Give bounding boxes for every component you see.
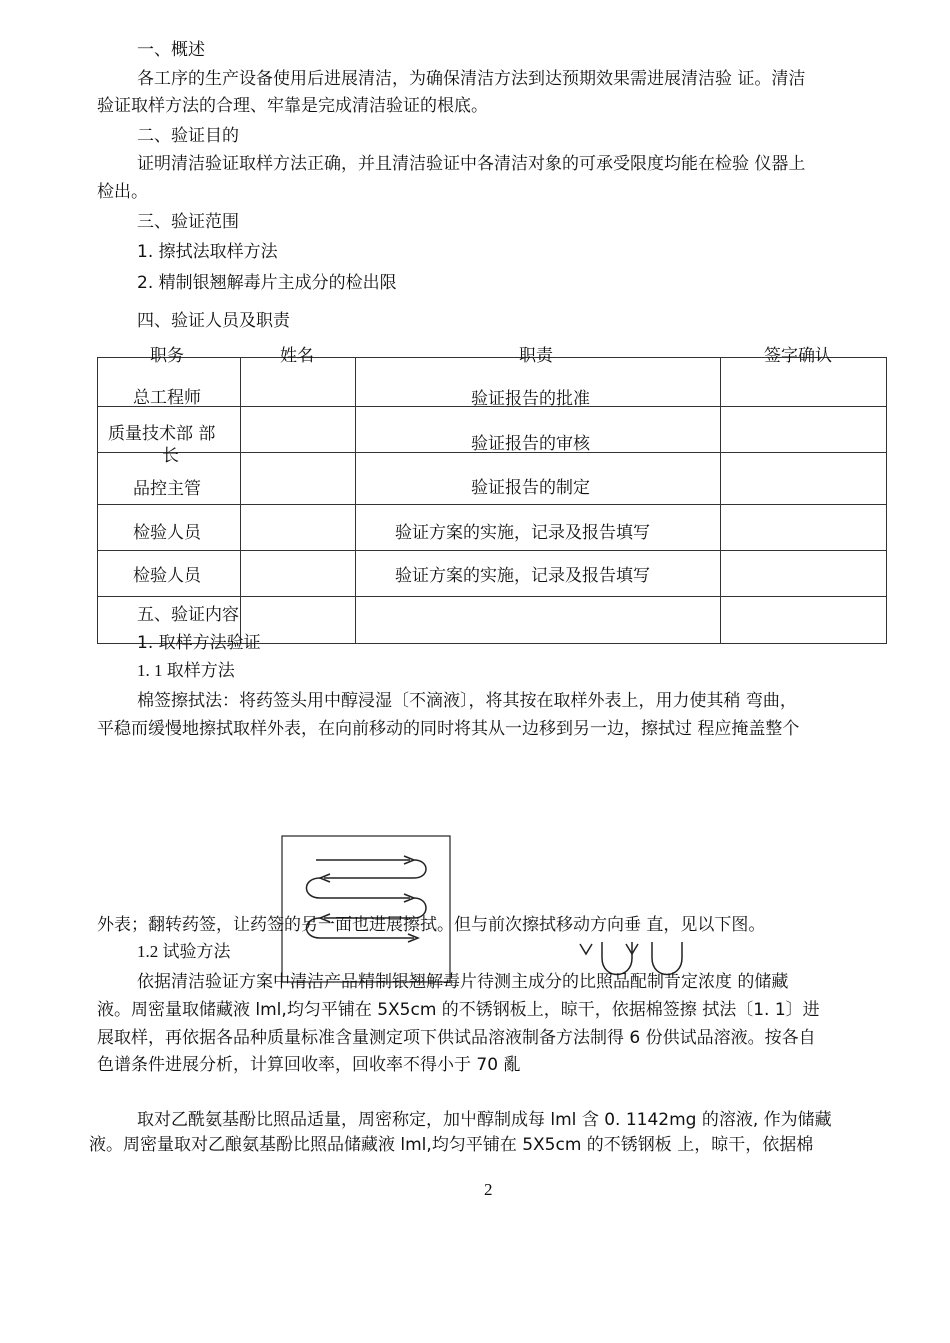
table-cell-duty: 验证方案的实施，记录及报告填写 <box>395 566 650 586</box>
table-header-sign: 签字确认 <box>764 346 832 366</box>
table-header-role: 职务 <box>150 346 184 366</box>
section-2-paragraph-line: 检出。 <box>97 182 148 202</box>
acetaminophen-paragraph-line: 液。周密量取对乙酿氨基酚比照品储藏液 lml,均匀平铺在 5X5cm 的不锈钢板 上，晾干，依据棉 <box>89 1135 814 1155</box>
acetaminophen-paragraph-line: 取对乙酰氨基酚比照品适量，周密称定，加屮醇制成每 lml 含 0. 1142mg 的溶液, 作为储藏 <box>137 1110 832 1130</box>
section-2-heading: 二、验证目的 <box>137 126 239 146</box>
section-5-heading: 五、验证内容 <box>137 605 239 625</box>
section-2-paragraph-line: 证明清洁验证取样方法正确，并且清洁验证中各清洁对象的可承受限度均能在检验 仪器上 <box>137 154 806 174</box>
test-paragraph-line: 液。周密量取储藏液 lml,均匀平铺在 5X5cm 的不锈钢板上，晾干，依据棉签擦 拭法〔1. 1〕进 <box>97 1000 820 1020</box>
test-paragraph-line: 展取样，再依据各品种质量标准含量测定项下供试品溶液制备方法制得 6 份供试品溶液。按各自 <box>97 1028 816 1048</box>
table-cell-duty: 验证报告的批准 <box>471 389 590 409</box>
table-cell-role: 检验人员 <box>133 566 201 586</box>
scope-item-1: 1. 擦拭法取样方法 <box>137 242 278 262</box>
content-item-1-1: 1. 1 取样方法 <box>137 661 235 680</box>
table-header-name: 姓名 <box>280 346 314 366</box>
content-item-1-2: 1.2 试验方法 <box>137 942 231 961</box>
table-cell-role: 检验人员 <box>133 523 201 543</box>
section-1-heading: 一、概述 <box>137 40 205 60</box>
page-number: 2 <box>484 1180 493 1199</box>
swab-paragraph-line: 棉签擦拭法：将药签头用中醇浸湿〔不滴液〕，将其按在取样外表上，用力使其稍 弯曲， <box>137 691 797 711</box>
swab-pattern-diagram <box>280 834 700 984</box>
table-cell-duty: 验证报告的审核 <box>471 434 590 454</box>
table-header-duty: 职责 <box>519 346 553 366</box>
table-cell-duty: 验证报告的制定 <box>471 478 590 498</box>
table-cell-role: 长 <box>162 446 179 466</box>
section-3-heading: 三、验证范围 <box>137 212 239 232</box>
swab-paragraph-line: 平稳而缓慢地擦拭取样外表，在向前移动的同时将其从一边移到另一边，擦拭过 程应掩盖整个 <box>97 719 800 739</box>
test-paragraph-line: 色谱条件进展分析，计算回收率，回收率不得小于 70 亂 <box>97 1055 521 1075</box>
test-paragraph-line: 依据清洁验证方案中清洁产品精制银翘解毒片待测主成分的比照品配制肯定浓度 的储藏 <box>137 972 789 992</box>
section-4-heading: 四、验证人员及职责 <box>137 311 290 331</box>
table-cell-role: 品控主管 <box>133 479 201 499</box>
swab-paragraph-line: 外表；翻转药签，让药签的另一面也进展擦拭。但与前次擦拭移动方向垂 直，见以下图。 <box>97 915 766 935</box>
section-1-paragraph-line: 验证取样方法的合理、牢靠是完成清洁验证的根底。 <box>97 96 488 116</box>
content-item-1: 1. 取样方法验证 <box>137 633 261 653</box>
table-cell-duty: 验证方案的实施，记录及报告填写 <box>395 523 650 543</box>
scope-item-2: 2. 精制银翘解毒片主成分的检出限 <box>137 273 397 293</box>
section-1-paragraph-line: 各工序的生产设备使用后进展清洁，为确保清洁方法到达预期效果需进展清洁验 证。清洁 <box>137 69 806 89</box>
table-cell-role: 总工程师 <box>133 388 201 408</box>
table-cell-role: 质量技术部 部 <box>108 424 216 444</box>
